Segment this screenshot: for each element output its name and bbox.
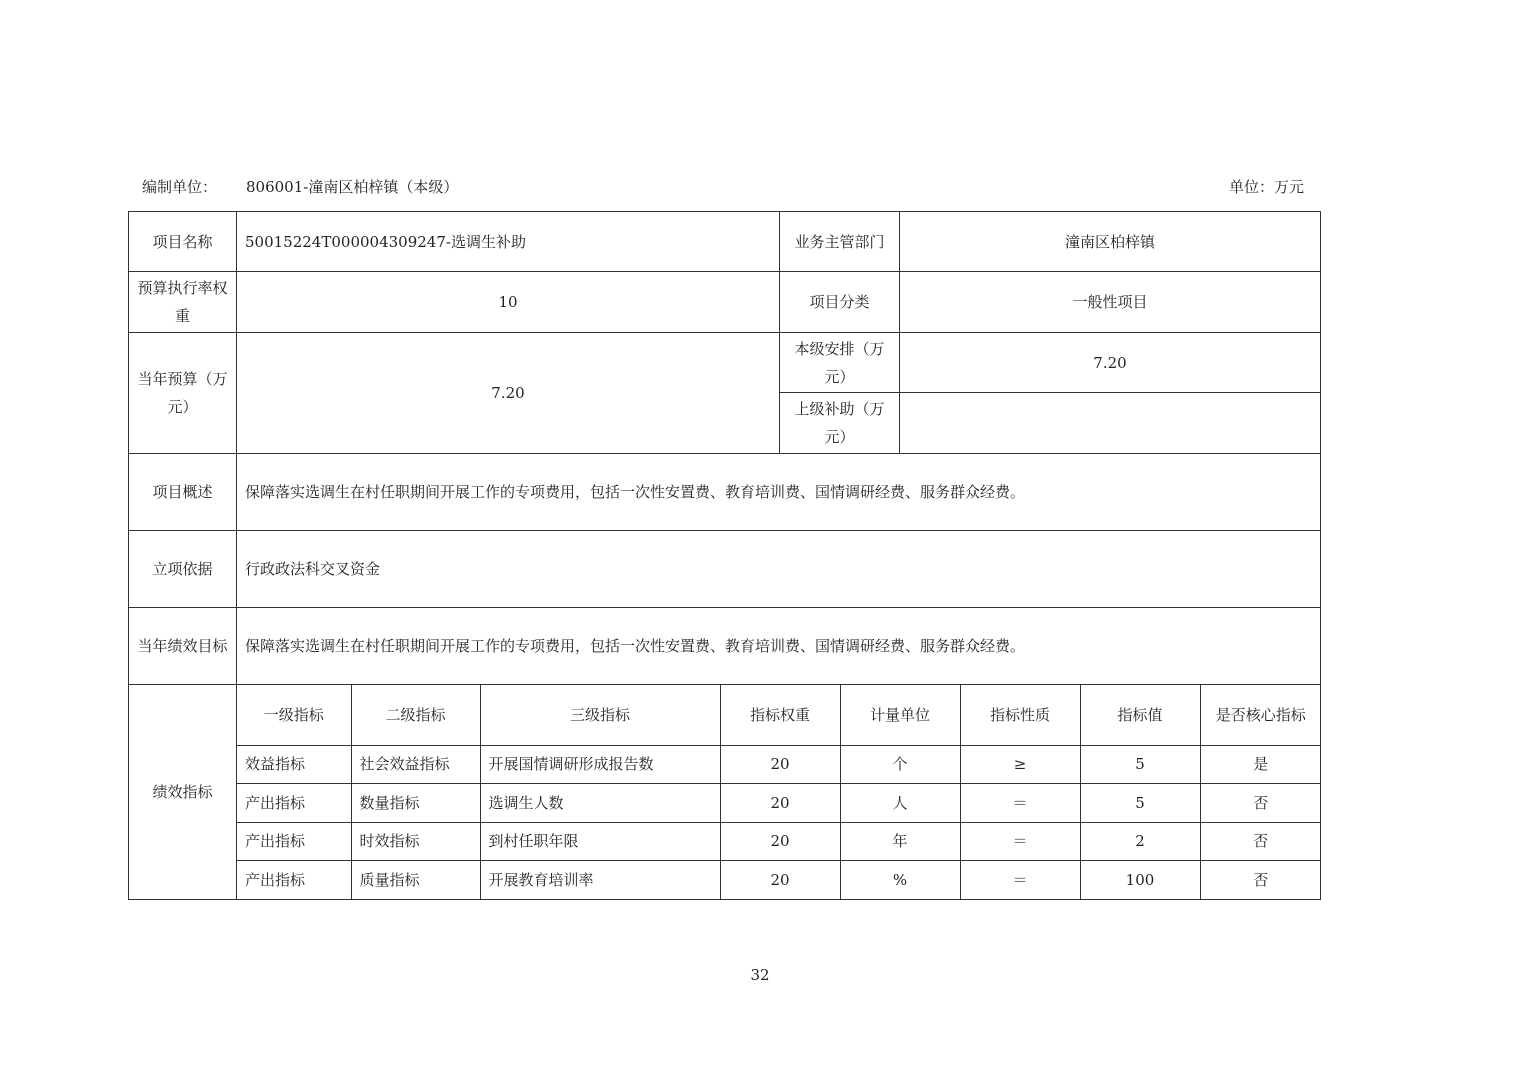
basis-value: 行政政法科交叉资金 — [237, 531, 1321, 608]
table-row — [129, 608, 1321, 685]
table-row — [129, 531, 1321, 608]
cell-value: 5 — [1080, 745, 1200, 783]
overview-label: 项目概述 — [129, 454, 237, 531]
project-name-value: 50015224T000004309247-选调生补助 — [237, 212, 780, 272]
cell-unit: 年 — [840, 822, 960, 860]
project-table — [128, 211, 1321, 900]
cell-level3: 开展教育培训率 — [480, 860, 720, 899]
cell-level1: 产出指标 — [237, 783, 351, 822]
cell-value: 100 — [1080, 860, 1200, 899]
goal-value: 保障落实选调生在村任职期间开展工作的专项费用，包括一次性安置费、教育培训费、国情调研经费、服务群众经费。 — [237, 608, 1321, 685]
cell-level3: 到村任职年限 — [480, 822, 720, 860]
cell-unit: 个 — [840, 745, 960, 783]
col-header-level3: 三级指标 — [480, 685, 720, 745]
cell-weight: 20 — [720, 745, 840, 783]
cell-level2: 时效指标 — [351, 822, 480, 860]
indicator-table — [237, 685, 1321, 899]
cell-level3: 选调生人数 — [480, 783, 720, 822]
local-label: 本级安排（万元） — [780, 333, 900, 393]
indicator-header-row — [237, 685, 1321, 745]
col-header-level1: 一级指标 — [237, 685, 351, 745]
dept-label: 业务主管部门 — [780, 212, 900, 272]
cell-value: 5 — [1080, 783, 1200, 822]
cell-core: 否 — [1200, 860, 1321, 899]
cell-level2: 数量指标 — [351, 783, 480, 822]
cell-value: 2 — [1080, 822, 1200, 860]
cell-nature: ＝ — [960, 860, 1080, 899]
basis-label: 立项依据 — [129, 531, 237, 608]
cell-unit: 人 — [840, 783, 960, 822]
cell-core: 是 — [1200, 745, 1321, 783]
category-label: 项目分类 — [780, 272, 900, 333]
col-header-nature: 指标性质 — [960, 685, 1080, 745]
goal-label: 当年绩效目标 — [129, 608, 237, 685]
indicator-row — [237, 745, 1321, 783]
cell-weight: 20 — [720, 860, 840, 899]
budget-value: 7.20 — [237, 333, 780, 454]
table-row — [129, 272, 1321, 333]
upper-label: 上级补助（万元） — [780, 393, 900, 454]
cell-level1: 产出指标 — [237, 860, 351, 899]
table-row — [129, 212, 1321, 272]
overview-value: 保障落实选调生在村任职期间开展工作的专项费用，包括一次性安置费、教育培训费、国情调研经费、服务群众经费。 — [237, 454, 1321, 531]
cell-nature: ＝ — [960, 783, 1080, 822]
indicator-label: 绩效指标 — [129, 685, 237, 900]
budget-label: 当年预算（万元） — [129, 333, 237, 454]
indicator-row — [237, 860, 1321, 899]
indicator-cell — [237, 685, 1321, 900]
col-header-core: 是否核心指标 — [1200, 685, 1321, 745]
col-header-weight: 指标权重 — [720, 685, 840, 745]
project-name-label: 项目名称 — [129, 212, 237, 272]
local-value: 7.20 — [900, 333, 1321, 393]
exec-weight-label: 预算执行率权重 — [129, 272, 237, 333]
cell-level1: 效益指标 — [237, 745, 351, 783]
indicator-row — [237, 783, 1321, 822]
cell-weight: 20 — [720, 783, 840, 822]
cell-weight: 20 — [720, 822, 840, 860]
col-header-level2: 二级指标 — [351, 685, 480, 745]
cell-nature: ≥ — [960, 745, 1080, 783]
cell-level1: 产出指标 — [237, 822, 351, 860]
unit-label: 单位：万元 — [1229, 178, 1305, 196]
cell-nature: ＝ — [960, 822, 1080, 860]
cell-level2: 质量指标 — [351, 860, 480, 899]
upper-value — [900, 393, 1321, 454]
col-header-value: 指标值 — [1080, 685, 1200, 745]
category-value: 一般性项目 — [900, 272, 1321, 333]
cell-core: 否 — [1200, 783, 1321, 822]
indicator-row — [237, 822, 1321, 860]
cell-level2: 社会效益指标 — [351, 745, 480, 783]
cell-level3: 开展国情调研形成报告数 — [480, 745, 720, 783]
exec-weight-value: 10 — [237, 272, 780, 333]
page-number: 32 — [750, 966, 770, 984]
table-row — [129, 454, 1321, 531]
table-row — [129, 333, 1321, 393]
cell-core: 否 — [1200, 822, 1321, 860]
cell-unit: % — [840, 860, 960, 899]
table-row — [129, 685, 1321, 900]
org-value: 806001-潼南区柏梓镇（本级） — [246, 178, 459, 196]
dept-value: 潼南区柏梓镇 — [900, 212, 1321, 272]
col-header-unit: 计量单位 — [840, 685, 960, 745]
org-label: 编制单位： — [142, 178, 218, 196]
